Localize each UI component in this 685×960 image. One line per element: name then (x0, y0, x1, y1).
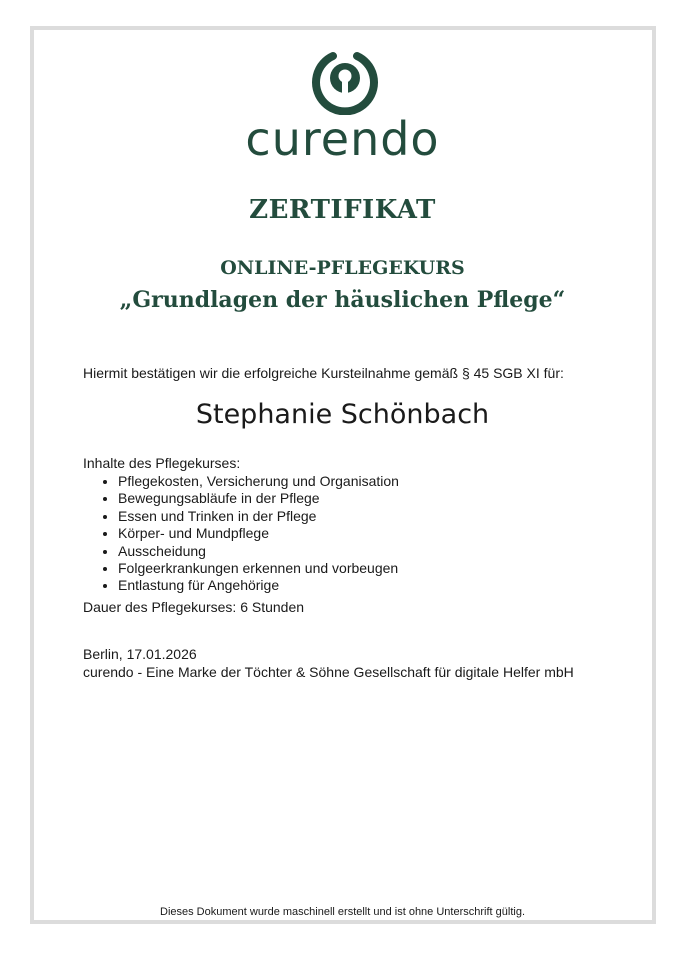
footer-note: Dieses Dokument wurde maschinell erstellt und ist ohne Unterschrift gültig. (160, 906, 525, 918)
list-item: • Essen und Trinken in der Pflege (118, 508, 399, 525)
participant-name: Stephanie Schönbach (195, 399, 490, 430)
brand-name: curendo (245, 112, 440, 166)
course-duration: Dauer des Pflegekurses: 6 Stunden (83, 599, 305, 615)
list-item: • Bewegungsabläufe in der Pflege (118, 490, 399, 507)
list-item: • Ausscheidung (118, 543, 399, 560)
contents-list (83, 473, 399, 595)
contents-heading: Inhalte des Pflegekurses: (83, 455, 241, 471)
list-item: • Entlastung für Angehörige (118, 577, 399, 594)
issuer: curendo - Eine Marke der Töchter & Söhne Gesellschaft für digitale Helfer mbH (83, 664, 574, 680)
course-name: „Grundlagen der häuslichen Pflege“ (119, 287, 566, 313)
list-item: • Körper- und Mundpflege (118, 525, 399, 542)
confirmation-text: Hiermit bestätigen wir die erfolgreiche Kursteilnahme gemäß § 45 SGB XI für: (83, 365, 564, 381)
place-date: Berlin, 17.01.2026 (83, 646, 197, 662)
certificate-title: ZERTIFIKAT (249, 195, 436, 225)
list-item: • Folgeerkrankungen erkennen und vorbeugen (118, 560, 399, 577)
course-type: ONLINE-PFLEGEKURS (220, 257, 465, 279)
curendo-circle-icon (311, 47, 379, 115)
list-item: • Pflegekosten, Versicherung und Organisation (118, 473, 399, 490)
